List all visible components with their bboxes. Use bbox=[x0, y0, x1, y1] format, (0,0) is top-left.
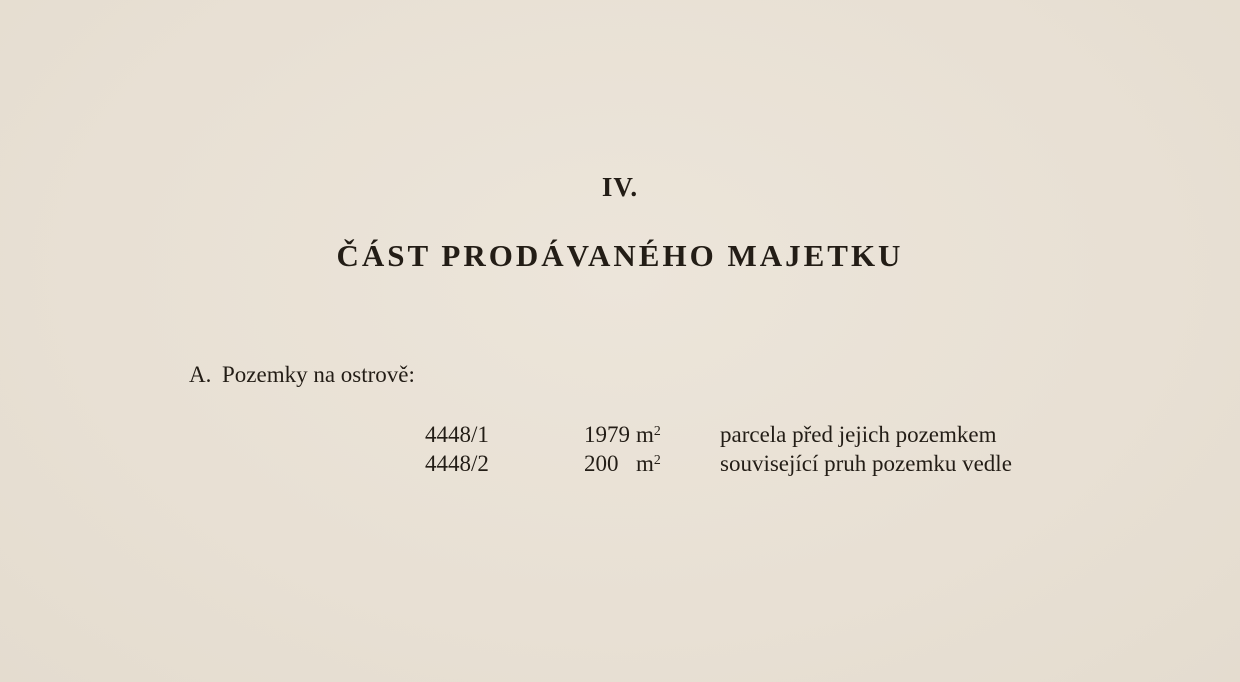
parcel-area: 200 bbox=[584, 451, 619, 476]
parcel-description: související pruh pozemku vedle bbox=[720, 451, 1012, 476]
parcel-row bbox=[0, 449, 1240, 478]
parcel-unit: $m^2$ bbox=[636, 451, 661, 476]
parcel-row bbox=[0, 420, 1240, 449]
parcel-area: 1979 bbox=[584, 422, 630, 447]
subsection-heading bbox=[189, 360, 415, 390]
section-number: IV. bbox=[601, 172, 639, 202]
parcel-number: 4448/2 bbox=[425, 451, 489, 476]
subsection-letter: A. bbox=[189, 362, 212, 387]
parcel-unit: $m^2$ bbox=[636, 422, 661, 447]
subsection-title: Pozemky na ostrově: bbox=[222, 362, 415, 387]
section-title: ČÁST PRODÁVANÉHO MAJETKU bbox=[336, 238, 904, 273]
parcel-description: parcela před jejich pozemkem bbox=[720, 422, 997, 447]
parcel-number: 4448/1 bbox=[425, 422, 489, 447]
